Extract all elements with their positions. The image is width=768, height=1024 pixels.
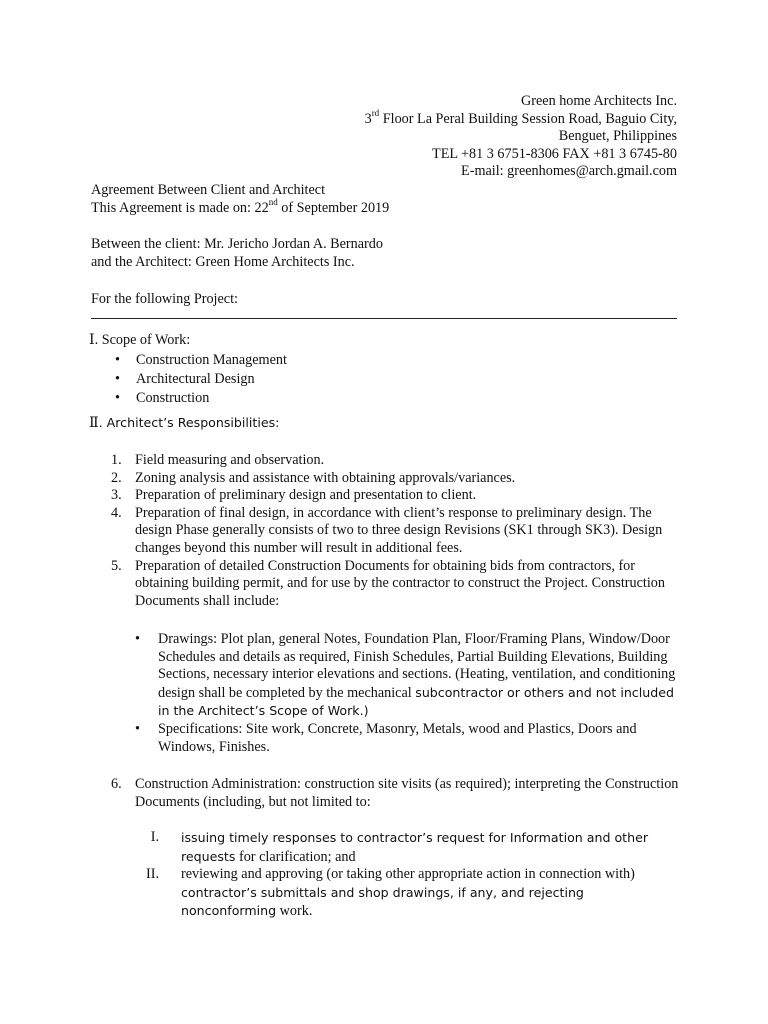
list-item <box>115 352 287 371</box>
item-text: Preparation of preliminary design and presentation to client. <box>135 487 477 504</box>
list-item <box>115 371 287 390</box>
agreement-date-rest: of September 2019 <box>277 199 390 216</box>
address-line-2: Benguet, Philippines <box>558 128 677 145</box>
sub-item-text: reviewing and approving (or taking other appropriate action in connection with) <box>181 866 635 883</box>
administration-sub-list <box>135 829 655 921</box>
list-item <box>111 776 680 811</box>
item-numeral: I. <box>150 829 159 845</box>
scope-item-text: Construction Management <box>136 352 287 368</box>
client-line: Between the client: Mr. Jericho Jordan A. Bernardo <box>91 236 383 252</box>
item-text: Preparation of detailed Construction Documents for obtaining bids from contractors, for obtaining building permit, and for use by the contractor to construct the Project. Construction Documents shall include: <box>135 557 665 609</box>
agreement-date-prefix: This Agreement is made on: 22 <box>91 199 269 216</box>
item-number: 1. <box>111 452 122 468</box>
list-item <box>111 558 680 611</box>
company-name: Green home Architects Inc. <box>521 93 677 109</box>
item-number: 5. <box>111 557 122 574</box>
list-item <box>135 829 655 866</box>
item-text: Construction Administration: construction site visits (as required); interpreting the Construction Documents (including, but not limited to: <box>135 776 679 810</box>
document-text: Drawings: Plot plan, general Notes, Foundation Plan, Floor/Framing Plans, Window/Door Schedules and details as required, Finish Schedules, Partial Building Elevations, Building Sections, necessary interior elevations and sections. (Heating, ventilation, and conditioning design shall be completed by the mechanical <box>158 631 676 701</box>
list-item <box>135 631 678 721</box>
bullet-icon: • <box>135 720 140 737</box>
responsibilities-list <box>111 452 680 610</box>
bullet-icon: • <box>115 352 120 368</box>
item-number: 2. <box>111 469 122 486</box>
responsibilities-heading <box>89 414 279 433</box>
item-number: 4. <box>111 504 122 521</box>
address-floor-suffix: rd <box>371 107 380 118</box>
bullet-icon: • <box>135 631 140 647</box>
address-street: Floor La Peral Building Session Road, Baguio City, <box>379 110 677 127</box>
project-line: For the following Project: <box>91 291 238 307</box>
document-text-continued: subcontractor or others and not included in the Architect’s Scope of Work.) <box>158 684 674 719</box>
architect-line: and the Architect: Green Home Architects Inc. <box>91 253 355 270</box>
responsibilities-numeral: Ⅱ <box>89 415 99 431</box>
item-number: 6. <box>111 776 122 792</box>
list-item <box>135 866 655 921</box>
email: E-mail: greenhomes@arch.gmail.com <box>461 163 677 180</box>
item-number: 3. <box>111 487 122 504</box>
address-floor-number: 3 <box>364 110 372 127</box>
list-item <box>111 470 680 488</box>
address-line-1 <box>364 107 677 129</box>
parties <box>91 236 383 271</box>
item-text: Zoning analysis and assistance with obtaining approvals/variances. <box>135 469 516 486</box>
scope-item-text: Architectural Design <box>136 371 255 388</box>
responsibilities-list-continued <box>111 776 680 811</box>
list-item <box>111 487 680 505</box>
document-text: Specifications: Site work, Concrete, Masonry, Metals, wood and Plastics, Doors and Windows, Finishes. <box>158 720 637 755</box>
sub-item-text: issuing timely responses to contractor’s request for Information and other requests <box>181 830 649 864</box>
item-text: Preparation of final design, in accordance with client’s response to preliminary design. The design Phase generally consists of two to three design Revisions (SK1 through SK3). Design changes beyond this number will result in additional fees. <box>135 504 663 556</box>
item-numeral: II. <box>146 866 159 883</box>
project-underline <box>91 318 677 319</box>
bullet-icon: • <box>115 390 120 407</box>
agreement-header <box>91 182 389 217</box>
scope-item-text: Construction <box>136 390 210 407</box>
item-text: Field measuring and observation. <box>135 452 325 468</box>
sub-item-text-continued: contractor’s submittals and shop drawings, if any, and rejecting nonconforming <box>181 884 584 919</box>
bullet-icon: • <box>115 371 120 388</box>
phone-fax: TEL +81 3 6751-8306 FAX +81 3 6745-80 <box>432 145 677 162</box>
list-item <box>135 720 678 756</box>
list-item <box>111 505 680 558</box>
sub-item-text-end: work. <box>279 903 313 920</box>
list-item <box>115 390 287 409</box>
sub-item-text-continued: for clarification; and <box>238 848 356 865</box>
list-item <box>111 452 680 470</box>
responsibilities-heading-text: . Architect’s Responsibilities: <box>98 415 280 430</box>
agreement-date <box>91 196 390 218</box>
agreement-title: Agreement Between Client and Architect <box>91 182 326 198</box>
scope-list <box>115 352 287 410</box>
construction-documents-list <box>135 631 678 756</box>
letterhead <box>365 93 677 181</box>
scope-heading: Ⅰ. Scope of Work: <box>89 332 191 348</box>
agreement-date-suffix: nd <box>268 196 278 207</box>
